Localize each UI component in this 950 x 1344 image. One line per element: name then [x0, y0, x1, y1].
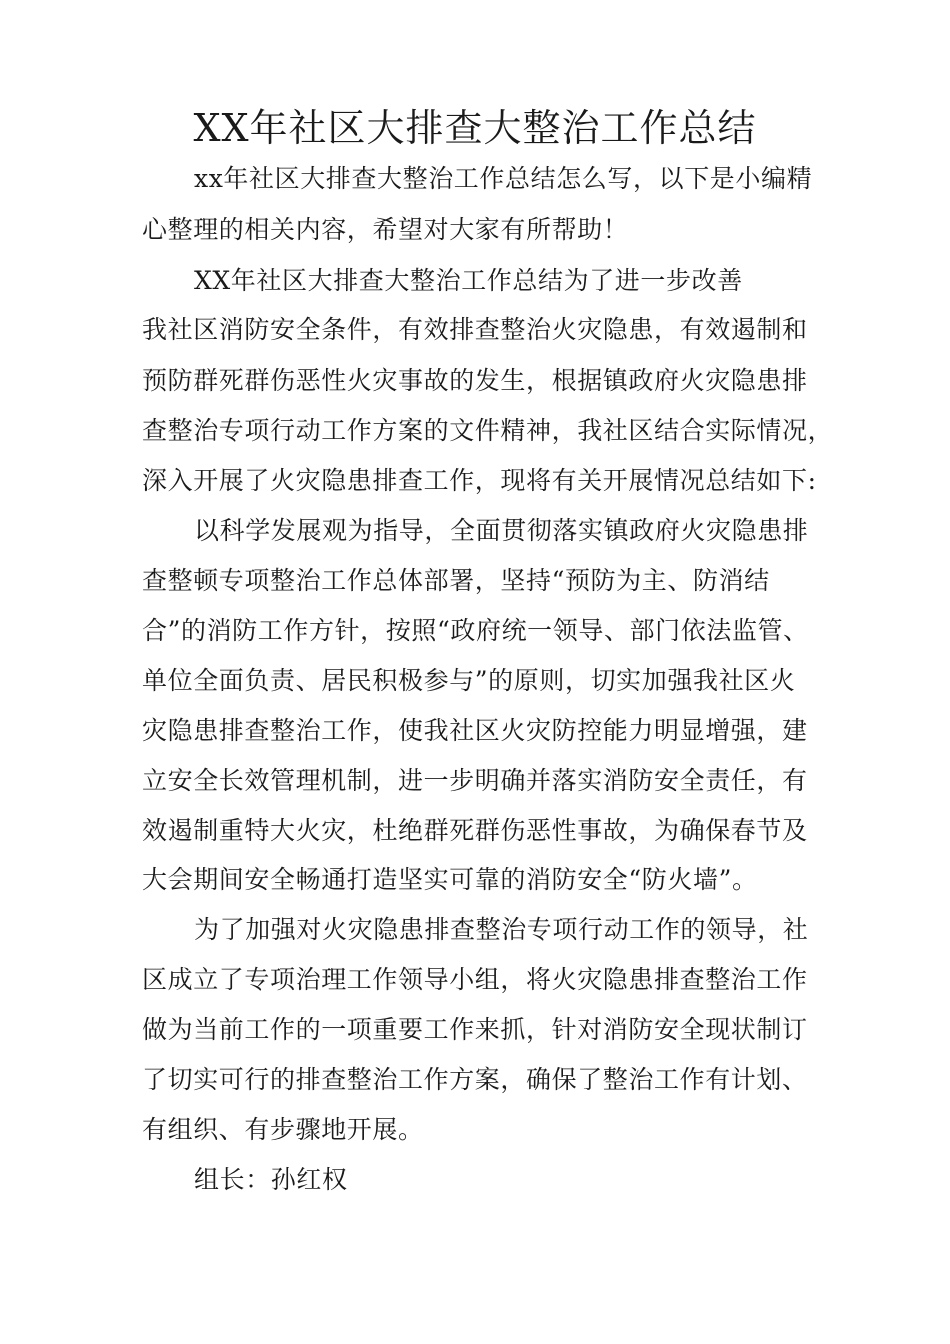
paragraph2-line-5: 灾隐患排查整治工作，使我社区火灾防控能力明显增强，建 — [142, 716, 808, 745]
paragraph1-line-1: XX年社区大排查大整治工作总结为了进一步改善 — [194, 266, 743, 295]
paragraph3-line-2: 区成立了专项治理工作领导小组，将火灾隐患排查整治工作 — [142, 965, 808, 994]
intro-line-1: xx年社区大排查大整治工作总结怎么写，以下是小编精 — [194, 164, 813, 193]
paragraph2-line-6: 立安全长效管理机制，进一步明确并落实消防安全责任，有 — [142, 766, 808, 795]
paragraph2-line-3: 合”的消防工作方针，按照“政府统一领导、部门依法监管、 — [142, 616, 809, 645]
document-title: XX年社区大排查大整治工作总结 — [193, 106, 757, 150]
paragraph2-line-1: 以科学发展观为指导，全面贯彻落实镇政府火灾隐患排 — [194, 516, 809, 545]
paragraph1-line-3: 预防群死群伤恶性火灾事故的发生，根据镇政府火灾隐患排 — [142, 366, 808, 395]
paragraph1-line-2: 我社区消防安全条件，有效排查整治火灾隐患，有效遏制和 — [142, 315, 808, 344]
paragraph2-line-2: 查整顿专项整治工作总体部署，坚持“预防为主、防消结 — [142, 566, 770, 595]
paragraph2-line-7: 效遏制重特大火灾，杜绝群死群伤恶性事故，为确保春节及 — [142, 816, 808, 845]
intro-line-2: 心整理的相关内容，希望对大家有所帮助！ — [142, 215, 629, 244]
paragraph2-line-8: 大会期间安全畅通打造坚实可靠的消防安全“防火墙”。 — [142, 865, 758, 894]
paragraph2-line-4: 单位全面负责、居民积极参与”的原则，切实加强我社区火 — [142, 666, 796, 695]
paragraph3-line-5: 有组织、有步骤地开展。 — [142, 1115, 424, 1144]
paragraph3-line-1: 为了加强对火灾隐患排查整治专项行动工作的领导，社 — [194, 915, 809, 944]
paragraph3-line-4: 了切实可行的排查整治工作方案，确保了整治工作有计划、 — [142, 1065, 808, 1094]
paragraph1-line-5: 深入开展了火灾隐患排查工作，现将有关开展情况总结如下: — [142, 466, 817, 495]
leader-line: 组长：孙红权 — [194, 1165, 348, 1194]
paragraph1-line-4: 查整治专项行动工作方案的文件精神，我社区结合实际情况， — [142, 416, 834, 445]
paragraph3-line-3: 做为当前工作的一项重要工作来抓，针对消防安全现状制订 — [142, 1015, 808, 1044]
